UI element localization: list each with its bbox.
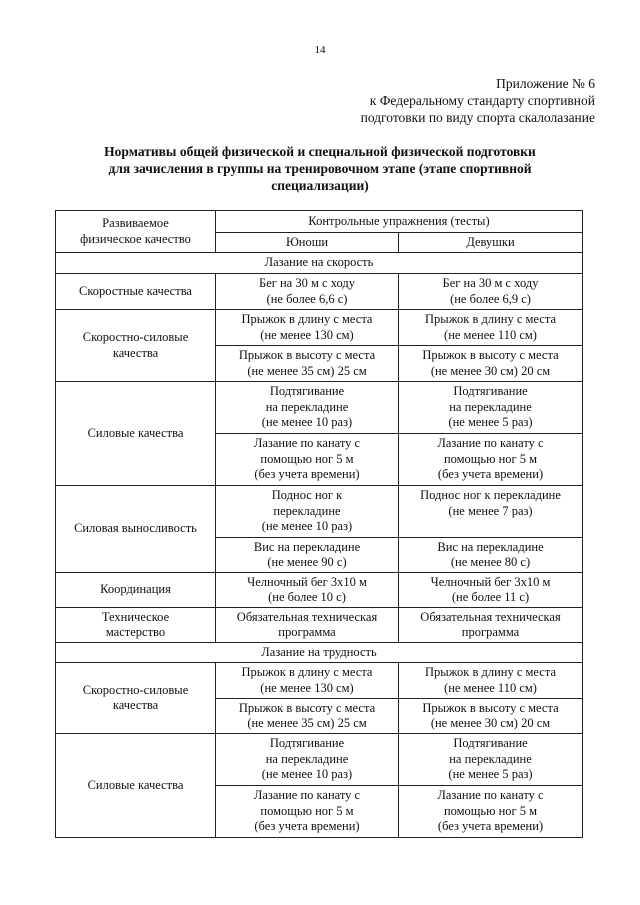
girls-cell: Подтягивание на перекладине (не менее 5 раз) bbox=[399, 382, 583, 434]
girls-cell: Прыжок в высоту с места (не менее 30 см) 20 см bbox=[399, 346, 583, 382]
girls-cell: Прыжок в длину с места (не менее 110 см) bbox=[399, 663, 583, 699]
quality-cell: Скоростно-силовые качества bbox=[56, 310, 216, 382]
boys-cell: Лазание по канату с помощью ног 5 м (без учета времени) bbox=[216, 434, 399, 486]
table-row bbox=[56, 274, 583, 310]
table-row bbox=[56, 486, 583, 538]
boys-cell: Прыжок в длину с места (не менее 130 см) bbox=[216, 663, 399, 699]
document-title bbox=[60, 143, 580, 194]
table-row bbox=[56, 734, 583, 786]
table-row bbox=[56, 382, 583, 434]
appendix-line: к Федеральному стандарту спортивной bbox=[369, 93, 595, 108]
girls-cell: Подтягивание на перекладине (не менее 5 раз) bbox=[399, 734, 583, 786]
title-line: специализации) bbox=[271, 178, 369, 193]
appendix-note bbox=[361, 75, 595, 126]
section-speed: Лазание на скорость bbox=[56, 253, 583, 274]
girls-cell: Поднос ног к перекладине (не менее 7 раз) bbox=[399, 486, 583, 538]
header-girls: Девушки bbox=[399, 233, 583, 253]
section-row bbox=[56, 253, 583, 274]
quality-cell: Силовая выносливость bbox=[56, 486, 216, 573]
girls-cell: Лазание по канату с помощью ног 5 м (без учета времени) bbox=[399, 786, 583, 838]
girls-cell: Челночный бег 3х10 м (не более 11 с) bbox=[399, 573, 583, 608]
boys-cell: Бег на 30 м с ходу (не более 6,6 с) bbox=[216, 274, 399, 310]
title-line: Нормативы общей физической и специальной физической подготовки bbox=[104, 144, 536, 159]
quality-cell: Техническое мастерство bbox=[56, 608, 216, 643]
boys-cell: Поднос ног к перекладине (не менее 10 раз) bbox=[216, 486, 399, 538]
girls-cell: Обязательная техническая программа bbox=[399, 608, 583, 643]
quality-cell: Координация bbox=[56, 573, 216, 608]
quality-cell: Скоростные качества bbox=[56, 274, 216, 310]
norms-table bbox=[55, 210, 583, 838]
boys-cell: Обязательная техническая программа bbox=[216, 608, 399, 643]
section-row bbox=[56, 643, 583, 663]
quality-cell: Силовые качества bbox=[56, 382, 216, 486]
boys-cell: Прыжок в длину с места (не менее 130 см) bbox=[216, 310, 399, 346]
table-header-row bbox=[56, 211, 583, 233]
girls-cell: Лазание по канату с помощью ног 5 м (без учета времени) bbox=[399, 434, 583, 486]
header-quality: Развиваемое физическое качество bbox=[56, 211, 216, 253]
boys-cell: Подтягивание на перекладине (не менее 10 раз) bbox=[216, 382, 399, 434]
boys-cell: Прыжок в высоту с места (не менее 35 см) 25 см bbox=[216, 699, 399, 734]
table-row bbox=[56, 573, 583, 608]
quality-cell: Силовые качества bbox=[56, 734, 216, 838]
girls-cell: Бег на 30 м с ходу (не более 6,9 с) bbox=[399, 274, 583, 310]
boys-cell: Подтягивание на перекладине (не менее 10 раз) bbox=[216, 734, 399, 786]
appendix-line: подготовки по виду спорта скалолазание bbox=[360, 110, 595, 125]
table-row bbox=[56, 663, 583, 699]
section-difficulty: Лазание на трудность bbox=[56, 643, 583, 663]
title-line: для зачисления в группы на тренировочном этапе (этапе спортивной bbox=[108, 161, 532, 176]
girls-cell: Прыжок в длину с места (не менее 110 см) bbox=[399, 310, 583, 346]
quality-cell: Скоростно-силовые качества bbox=[56, 663, 216, 734]
table-row bbox=[56, 608, 583, 643]
boys-cell: Лазание по канату с помощью ног 5 м (без учета времени) bbox=[216, 786, 399, 838]
table-row bbox=[56, 310, 583, 346]
header-boys: Юноши bbox=[216, 233, 399, 253]
girls-cell: Прыжок в высоту с места (не менее 30 см) 20 см bbox=[399, 699, 583, 734]
appendix-line: Приложение № 6 bbox=[496, 76, 595, 91]
page-number: 14 bbox=[314, 44, 326, 56]
boys-cell: Вис на перекладине (не менее 90 с) bbox=[216, 538, 399, 573]
girls-cell: Вис на перекладине (не менее 80 с) bbox=[399, 538, 583, 573]
header-tests: Контрольные упражнения (тесты) bbox=[216, 211, 583, 233]
boys-cell: Прыжок в высоту с места (не менее 35 см) 25 см bbox=[216, 346, 399, 382]
boys-cell: Челночный бег 3х10 м (не более 10 с) bbox=[216, 573, 399, 608]
